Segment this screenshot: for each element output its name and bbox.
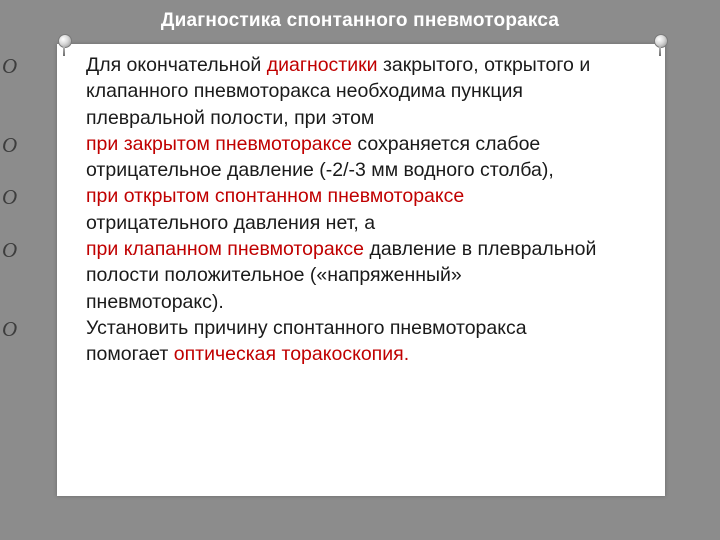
bullet-text: Для окончательной xyxy=(86,54,267,76)
bullet-marker-icon: O xyxy=(2,54,18,78)
bullet-item xyxy=(0,52,640,131)
bullet-highlight: при клапанном пневмотораксе xyxy=(86,238,365,261)
bullet-highlight: при закрытом пневмотораксе xyxy=(86,132,353,155)
bullet-marker-icon: O xyxy=(2,238,18,263)
bullet-text: закрытого, открытого и клапанного пневмоторакса необходима пункция плевральной полости, при этом xyxy=(86,54,591,129)
bullet-marker-icon: O xyxy=(2,132,18,157)
bullet-highlight: оптическая торакоскопия. xyxy=(173,343,410,366)
bullet-text: сохраняется слабое отрицательное давление (-2/-3 мм водного столба), xyxy=(86,132,554,182)
bullet-marker-icon: O xyxy=(2,316,18,341)
bullet-item xyxy=(0,236,640,315)
bullet-item xyxy=(0,315,640,368)
bullet-text: отрицательного давления нет, а xyxy=(86,211,376,234)
bullet-highlight: диагностики xyxy=(266,54,378,76)
bullet-text: давление в плевральной полости положительное («напряженный» пневмоторакс). xyxy=(86,238,597,313)
bullet-text: Установить причину спонтанного пневмоторакса помогает xyxy=(86,316,527,366)
bullet-highlight: при открытом спонтанном пневмотораксе xyxy=(86,185,465,208)
pushpin-icon xyxy=(652,34,668,56)
slide-title: Диагностика спонтанного пневмоторакса xyxy=(160,10,560,31)
bullet-item xyxy=(0,183,640,236)
bullet-list xyxy=(0,52,640,368)
bullet-item xyxy=(0,131,640,184)
bullet-marker-icon: O xyxy=(2,185,18,210)
